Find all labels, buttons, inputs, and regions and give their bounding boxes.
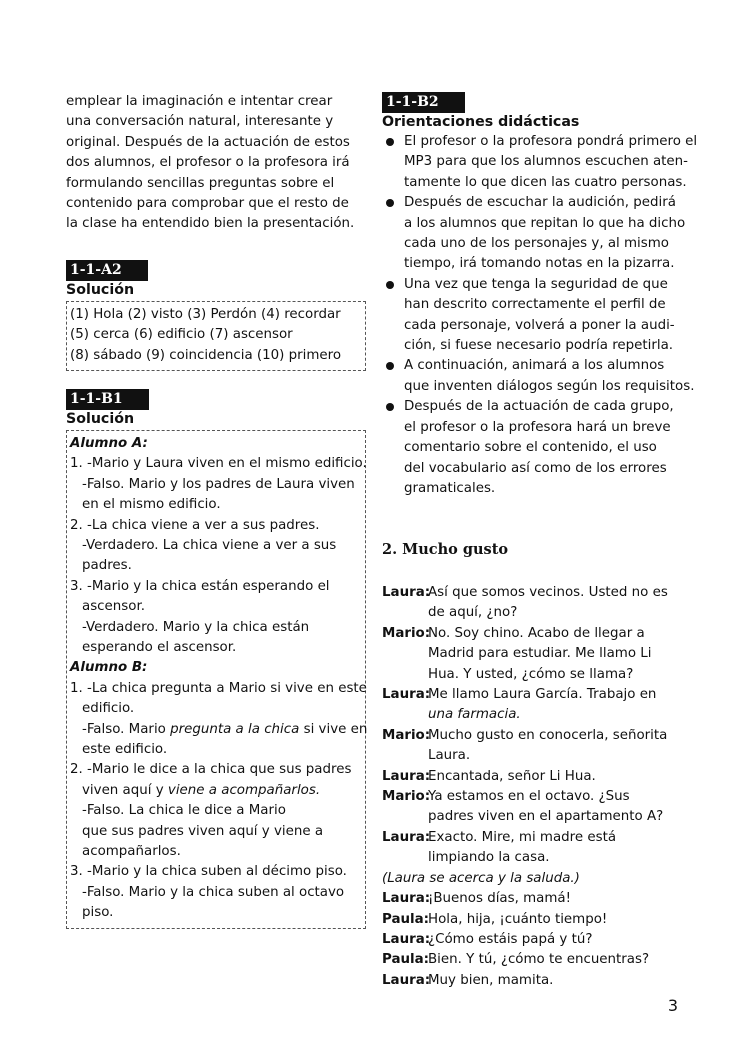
text-line: contenido para comprobar que el resto de (66, 195, 349, 211)
speaker-name: Paula: (382, 911, 430, 927)
text-line: han descrito correctamente el perfil de (404, 297, 666, 313)
speech-line: una farmacia. (428, 707, 521, 723)
speech-line: Hua. Y usted, ¿cómo se llama? (428, 666, 634, 682)
speech-line: ¿Cómo estáis papá y tú? (428, 931, 593, 947)
text-line: que inventen diálogos según los requisitos. (404, 378, 695, 394)
dialogue-turn (382, 971, 692, 991)
bullet-icon (386, 138, 394, 146)
section-tag: 1-1-B1 (66, 389, 149, 410)
text-line: Después de la actuación de cada grupo, (404, 399, 674, 415)
bullet-icon (386, 281, 394, 289)
speech-line: limpiando la casa. (428, 850, 550, 866)
answer-text: si vive en (299, 721, 368, 737)
text-line: dos alumnos, el profesor o la profesora irá (66, 155, 350, 171)
text-line: comentario sobre el contenido, el uso (404, 440, 657, 456)
answer-text: -Falso. Mario (82, 721, 171, 737)
speaker-name: Laura: (382, 768, 431, 784)
text-line: cada uno de los personajes y, al mismo (404, 236, 669, 252)
speaker-name: Laura: (382, 931, 431, 947)
speech-line: ¡Buenos días, mamá! (428, 891, 571, 907)
speech-line: Bien. Y tú, ¿cómo te encuentras? (428, 952, 650, 968)
text-line: tamente lo que dicen las cuatro personas. (404, 174, 687, 190)
dialogue (382, 583, 692, 991)
bullet-icon (386, 362, 394, 370)
text-line: a los alumnos que repitan lo que ha dicho (404, 215, 686, 231)
answer-line: 3. -Mario y la chica suben al décimo piso. (70, 864, 347, 880)
dialogue-turn (382, 583, 692, 624)
guidance-item (382, 132, 698, 193)
answer-line: -Verdadero. Mario y la chica están (82, 619, 310, 635)
answer-line: 1. -Mario y Laura viven en el mismo edificio. (70, 456, 367, 472)
dialogue-turn (382, 950, 692, 970)
dialogue-turn (382, 685, 692, 726)
answer-line: (5) cerca (6) edificio (7) ascensor (70, 327, 293, 343)
section-tag: 1-1-A2 (66, 260, 148, 281)
dialogue-turn (382, 930, 692, 950)
speaker-name: Paula: (382, 952, 430, 968)
text-line: emplear la imaginación e intentar crear (66, 94, 333, 109)
dialogue-turn (382, 726, 692, 767)
speech-line: Me llamo Laura García. Trabajo en (428, 687, 657, 703)
speaker-name: Laura: (382, 829, 431, 845)
answer-italic-text: pregunta a la chica (170, 721, 300, 737)
text-line: una conversación natural, interesante y (66, 114, 334, 130)
answer-line: -Falso. La chica le dice a Mario (82, 803, 286, 819)
section-heading: Solución (66, 281, 135, 298)
speech-line: Muy bien, mamita. (428, 972, 554, 988)
guidance-list (382, 132, 698, 499)
answer-line: (1) Hola (2) visto (3) Perdón (4) recordar (70, 306, 341, 322)
guidance-item (382, 397, 692, 499)
text-line: Una vez que tenga la seguridad de que (404, 276, 668, 292)
answer-line: -Falso. Mario y la chica suben al octavo (82, 884, 345, 900)
answer-line: 2. -Mario le dice a la chica que sus padres (70, 762, 352, 778)
bullet-icon (386, 403, 394, 411)
answer-line: padres. (82, 558, 132, 574)
section-heading: Orientaciones didácticas (382, 114, 580, 130)
speech-line: Exacto. Mire, mi madre está (428, 829, 617, 845)
speech-line: Laura. (428, 748, 471, 764)
student-b-label: Alumno B: (70, 660, 148, 676)
intro-paragraph (66, 92, 366, 235)
answer-line: -Falso. Mario y los padres de Laura viven (82, 476, 355, 492)
speech-line: Ya estamos en el octavo. ¿Sus (428, 789, 630, 805)
speech-line: Madrid para estudiar. Me llamo Li (428, 646, 652, 662)
dialogue-turn (382, 889, 692, 909)
text-line: MP3 para que los alumnos escuchen aten- (404, 154, 688, 170)
text-line: gramaticales. (404, 480, 496, 496)
answer-line: 1. -La chica pregunta a Mario si vive en este (70, 680, 367, 696)
speech-line: padres viven en el apartamento A? (428, 809, 664, 825)
section-a2 (66, 260, 366, 371)
dialogue-turn (382, 787, 692, 828)
speech-line: Así que somos vecinos. Usted no es (428, 585, 668, 600)
speech-line: Hola, hija, ¡cuánto tiempo! (428, 911, 608, 927)
stage-direction: (Laura se acerca y la saluda.) (382, 870, 580, 886)
section-title: 2. Mucho gusto (382, 541, 509, 558)
guidance-item (382, 193, 692, 275)
speaker-name: Mario: (382, 789, 431, 805)
speaker-name: Laura: (382, 585, 431, 600)
answer-box (66, 430, 366, 929)
guidance-item (382, 356, 695, 397)
answer-text: viven aquí y (82, 782, 168, 798)
speech-line: No. Soy chino. Acabo de llegar a (428, 625, 645, 641)
speech-line: Encantada, señor Li Hua. (428, 768, 596, 784)
answer-line: esperando el ascensor. (82, 640, 237, 656)
speaker-name: Mario: (382, 727, 431, 743)
text-line: Después de escuchar la audición, pedirá (404, 195, 676, 211)
text-line: tiempo, irá tomando notas en la pizarra. (404, 256, 675, 272)
dialogue-turn (382, 624, 692, 685)
answer-line (70, 781, 361, 801)
text-line: A continuación, animará a los alumnos (404, 358, 665, 374)
page-number: 3 (667, 996, 678, 1015)
text-line: del vocabulario así como de los errores (404, 460, 667, 476)
speaker-name: Laura: (382, 687, 431, 703)
answer-line: (8) sábado (9) coincidencia (10) primero (70, 347, 342, 363)
text-line: el profesor o la profesora hará un breve (404, 419, 671, 435)
answer-line: en el mismo edificio. (82, 497, 221, 513)
answer-italic-text: viene a acompañarlos. (167, 782, 321, 798)
answer-line (70, 720, 368, 740)
dialogue-turn (382, 910, 692, 930)
speaker-name: Mario: (382, 625, 431, 641)
text-line: El profesor o la profesora pondrá primero el (404, 134, 698, 149)
answer-line: piso. (82, 905, 114, 921)
answer-line: este edificio. (82, 742, 168, 758)
left-column (66, 92, 366, 929)
section-heading: Solución (66, 410, 135, 427)
student-a-label: Alumno A: (70, 435, 148, 451)
text-line: cada personaje, volverá a poner la audi- (404, 317, 675, 333)
dialogue-turn (382, 828, 692, 869)
text-line: la clase ha entendido bien la presentación. (66, 216, 355, 232)
answer-line: 2. -La chica viene a ver a sus padres. (70, 517, 320, 533)
speech-line: Mucho gusto en conocerla, señorita (428, 727, 668, 743)
section-b1 (66, 389, 366, 929)
guidance-item (382, 275, 692, 357)
answer-line: que sus padres viven aquí y viene a (82, 823, 324, 839)
answer-box (66, 301, 366, 371)
section-tag: 1-1-B2 (382, 92, 465, 113)
answer-line: edificio. (82, 701, 135, 717)
speaker-name: Laura: (382, 972, 431, 988)
answer-line: ascensor. (82, 599, 145, 615)
text-line: ción, si fuese necesario podría repetirla. (404, 338, 674, 354)
bullet-icon (386, 199, 394, 207)
right-column (382, 92, 698, 499)
dialogue-turn (382, 767, 692, 787)
text-line: original. Después de la actuación de estos (66, 134, 350, 150)
answer-line: 3. -Mario y la chica están esperando el (70, 578, 330, 594)
answer-line: acompañarlos. (82, 844, 181, 860)
speaker-name: Laura: (382, 891, 431, 907)
text-line: formulando sencillas preguntas sobre el (66, 175, 335, 191)
answer-line: -Verdadero. La chica viene a ver a sus (82, 537, 337, 553)
speech-line: de aquí, ¿no? (428, 605, 518, 621)
